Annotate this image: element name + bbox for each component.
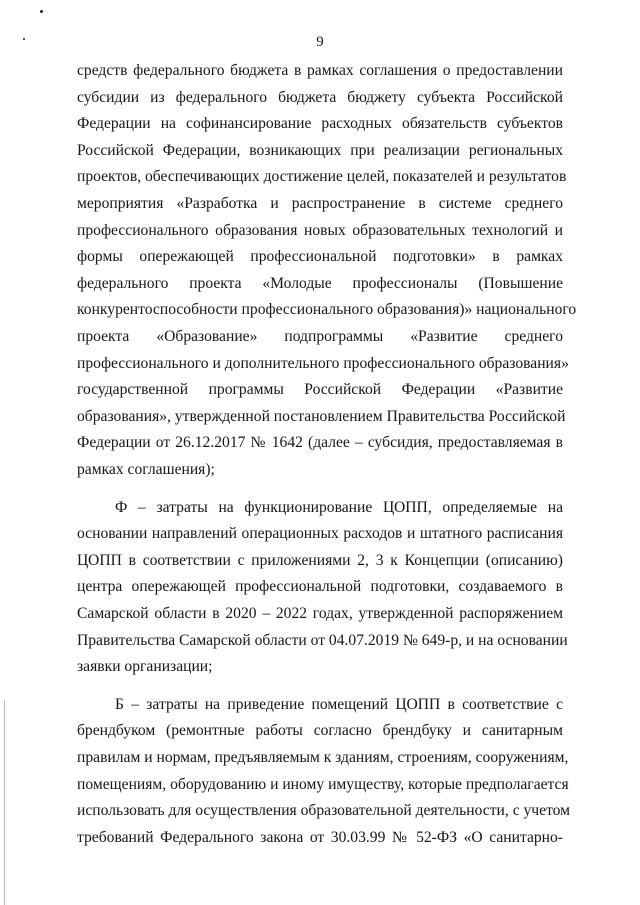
text-line: Федерации на софинансирование расходных обязательств субъектов: [77, 115, 563, 133]
text-line: мероприятия «Разработка и распространение в системе среднего: [77, 195, 563, 212]
text-line: конкурентоспособности профессионального образования)» национального: [77, 301, 577, 319]
text-line: формы опережающей профессиональной подготовки» в рамках: [77, 248, 563, 266]
text-line: требований Федерального закона от 30.03.99 № 52-ФЗ «О санитарно-: [77, 828, 563, 846]
text-line: государственной программы Российской Федерации «Развитие: [77, 381, 563, 399]
text-line: помещениям, оборудованию и иному имуществу, которые предполагается: [77, 775, 569, 793]
text-line: Российской Федерации, возникающих при реализации региональных: [77, 141, 563, 159]
text-line: проектов, обеспечивающих достижение целей, показателей и результатов: [77, 168, 567, 186]
text-line: ЦОПП в соответствии с приложениями 2, 3 к Концепции (описанию): [77, 551, 563, 569]
text-line: средств федерального бюджета в рамках соглашения о предоставлении: [77, 62, 563, 79]
text-line: правилам и нормам, предъявляемым к зданиям, строениям, сооружениям,: [77, 749, 569, 766]
text-line: брендбуком (ремонтные работы согласно брендбуку и санитарным: [77, 722, 563, 740]
text-line: рамках соглашения);: [77, 461, 215, 478]
text-line: Правительства Самарской области от 04.07.2019 № 649-р, и на основании: [77, 631, 568, 649]
text-line: Б – затраты на приведение помещений ЦОПП в соответствие с: [115, 695, 563, 713]
text-line: профессионального и дополнительного профессионального образования»: [77, 354, 569, 372]
text-line: Самарской области в 2020 – 2022 годах, утвержденной распоряжением: [77, 605, 563, 622]
text-line: профессионального образования новых образовательных технологий и: [77, 221, 563, 239]
text-line: субсидии из федерального бюджета бюджету субъекта Российской: [77, 88, 563, 106]
page-number: 9: [316, 34, 324, 50]
text-line: проекта «Образование» подпрограммы «Развитие среднего: [77, 328, 563, 345]
text-line: основании направлений операционных расходов и штатного расписания: [77, 525, 563, 543]
scan-edge-line: [4, 700, 5, 905]
text-line: Федерации от 26.12.2017 № 1642 (далее – субсидия, предоставляемая в: [77, 434, 563, 452]
text-line: образования», утвержденной постановлением Правительства Российской: [77, 407, 566, 425]
text-line: использовать для осуществления образовательной деятельности, с учетом: [77, 802, 571, 820]
text-line: центра опережающей профессиональной подготовки, создаваемого в: [77, 578, 563, 596]
scan-speck: [40, 10, 43, 13]
text-line: Ф – затраты на функционирование ЦОПП, определяемые на: [115, 498, 563, 516]
text-line: заявки организации;: [77, 658, 213, 676]
text-line: федерального проекта «Молодые профессионалы (Повышение: [77, 274, 563, 292]
